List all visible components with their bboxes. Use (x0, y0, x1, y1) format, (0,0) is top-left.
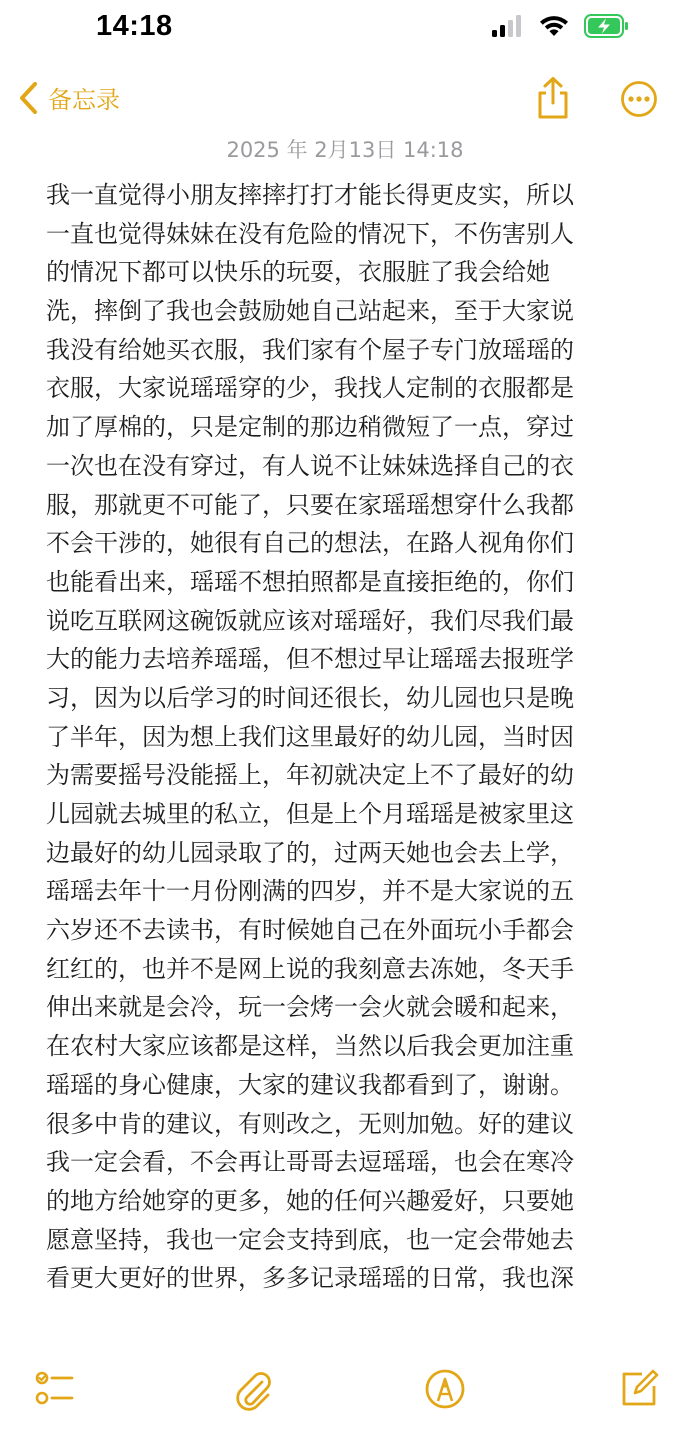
status-bar (0, 0, 678, 58)
note-line: 说吃互联网这碗饭就应该对瑶瑶好，我们尽我们最 (46, 606, 574, 635)
note-line: 习，因为以后学习的时间还很长，幼儿园也只是晚 (46, 683, 574, 712)
note-line: 一次也在没有穿过，有人说不让妹妹选择自己的衣 (46, 451, 574, 480)
bottom-fade (0, 1350, 678, 1444)
note-line: 不会干涉的，她很有自己的想法，在路人视角你们 (46, 529, 574, 558)
note-line: 衣服，大家说瑶瑶穿的少，我找人定制的衣服都是 (46, 374, 574, 403)
note-line: 儿园就去城里的私立，但是上个月瑶瑶是被家里这 (46, 800, 574, 828)
status-time: 14:18 (96, 10, 173, 42)
more-icon[interactable] (620, 80, 658, 118)
note-body[interactable] (46, 176, 636, 1366)
note-line: 我一定会看，不会再让哥哥去逗瑶瑶，也会在寒冷 (46, 1148, 574, 1177)
note-line: 也能看出来，瑶瑶不想拍照都是直接拒绝的，你们 (46, 567, 574, 596)
note-line: 六岁还不去读书，有时候她自己在外面玩小手都会 (46, 916, 574, 945)
note-line: 瑶瑶的身心健康，大家的建议我都看到了，谢谢。 (46, 1070, 574, 1099)
back-label: 备忘录 (48, 86, 120, 114)
back-button[interactable] (18, 80, 120, 115)
note-line: 我一直觉得小朋友摔摔打打才能长得更皮实，所以 (46, 181, 574, 209)
note-line: 很多中肯的建议，有则改之，无则加勉。好的建议 (46, 1109, 574, 1138)
note-line: 我没有给她买衣服，我们家有个屋子专门放瑶瑶的 (46, 335, 574, 364)
share-icon[interactable] (534, 76, 572, 120)
note-line: 洗，摔倒了我也会鼓励她自己站起来，至于大家说 (46, 297, 574, 326)
nav-bar (0, 70, 678, 130)
status-icons (492, 14, 630, 38)
chevron-left-icon (18, 81, 40, 115)
checklist-icon[interactable] (34, 1368, 76, 1410)
note-line: 愿意坚持，我也一定会支持到底，也一定会带她去 (46, 1225, 574, 1254)
note-line: 了半年，因为想上我们这里最好的幼儿园，当时因 (46, 722, 574, 751)
note-line: 为需要摇号没能摇上，年初就决定上不了最好的幼 (46, 761, 574, 790)
note-line: 红红的，也并不是网上说的我刻意去冻她，冬天手 (46, 954, 574, 983)
battery-charging-icon (584, 14, 630, 38)
note-line: 看更大更好的世界，多多记录瑶瑶的日常，我也深 (46, 1264, 574, 1293)
markup-pen-icon[interactable] (424, 1368, 466, 1410)
note-line: 伸出来就是会冷，玩一会烤一会火就会暖和起来， (46, 993, 574, 1022)
note-line: 的情况下都可以快乐的玩耍，衣服脏了我会给她 (46, 258, 550, 287)
note-line: 边最好的幼儿园录取了的，过两天她也会去上学， (46, 838, 574, 867)
paperclip-icon[interactable] (232, 1368, 274, 1412)
note-line: 大的能力去培养瑶瑶，但不想过早让瑶瑶去报班学 (46, 645, 574, 674)
note-line: 加了厚棉的，只是定制的那边稍微短了一点，穿过 (46, 413, 574, 442)
note-line: 瑶瑶去年十一月份刚满的四岁，并不是大家说的五 (46, 877, 574, 906)
note-line: 的地方给她穿的更多，她的任何兴趣爱好，只要她 (46, 1186, 574, 1215)
note-line: 服，那就更不可能了，只要在家瑶瑶想穿什么我都 (46, 490, 574, 519)
compose-icon[interactable] (618, 1368, 660, 1410)
note-line: 在农村大家应该都是这样，当然以后我会更加注重 (46, 1032, 574, 1061)
note-line: 一直也觉得妹妹在没有危险的情况下，不伤害别人 (46, 219, 574, 248)
note-date: 2025 年 2月13日 14:18 (226, 138, 464, 162)
cellular-signal-icon (492, 15, 524, 37)
wifi-icon (538, 14, 570, 38)
